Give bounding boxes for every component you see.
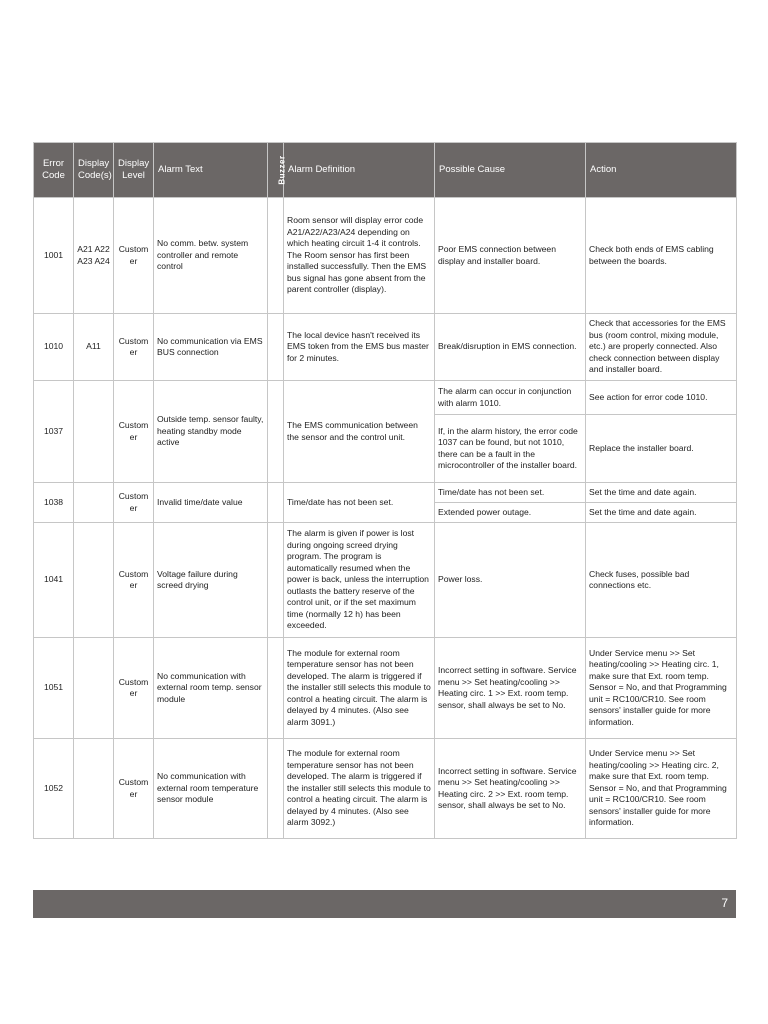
alarm-definition-cell: The local device hasn't received its EMS token from the EMS bus master for 2 minutes. — [284, 314, 435, 381]
table-row — [34, 381, 737, 415]
error-code-table — [33, 142, 737, 839]
action-cell: Check that accessories for the EMS bus (room control, mixing module, etc.) are properly connected. Also check connection between display and installer board. — [586, 314, 737, 381]
possible-cause-cell: Break/disruption in EMS connection. — [435, 314, 586, 381]
action-cell: Set the time and date again. — [586, 503, 737, 523]
action-cell: Set the time and date again. — [586, 483, 737, 503]
alarm-text-cell: No communication with external room temperature sensor module — [154, 739, 268, 839]
display-level-cell: Customer — [114, 523, 154, 638]
table-row — [34, 198, 737, 314]
table-row — [34, 314, 737, 381]
footer-bar — [33, 890, 736, 918]
header-possible-cause: Possible Cause — [435, 143, 586, 198]
error-code-cell: 1052 — [34, 739, 74, 839]
display-level-cell: Customer — [114, 483, 154, 523]
header-alarm-text: Alarm Text — [154, 143, 268, 198]
table-row — [34, 638, 737, 739]
alarm-text-cell: Invalid time/date value — [154, 483, 268, 523]
error-code-cell: 1041 — [34, 523, 74, 638]
display-codes-cell: A11 — [74, 314, 114, 381]
possible-cause-cell: The alarm can occur in conjunction with alarm 1010. — [435, 381, 586, 415]
header-error-code: Error Code — [34, 143, 74, 198]
possible-cause-cell: Power loss. — [435, 523, 586, 638]
display-level-cell: Customer — [114, 198, 154, 314]
buzzer-cell — [268, 638, 284, 739]
alarm-definition-cell: The module for external room temperature sensor has not been developed. The alarm is triggered if the installer still selects this module to control a heating circuit. The alarm is delayed by 4 minutes. (Also see alarm 3092.) — [284, 739, 435, 839]
display-codes-cell — [74, 638, 114, 739]
error-code-cell: 1001 — [34, 198, 74, 314]
possible-cause-cell: Incorrect setting in software. Service menu >> Set heating/cooling >> Heating circ. 2 >> Ext. room temp. sensor, shall always be set to No. — [435, 739, 586, 839]
alarm-text-cell: Outside temp. sensor faulty, heating standby mode active — [154, 381, 268, 483]
alarm-text-cell: Voltage failure during screed drying — [154, 523, 268, 638]
possible-cause-cell: If, in the alarm history, the error code 1037 can be found, but not 1010, there can be a fault in the microcontroller of the installer board. — [435, 415, 586, 483]
error-code-cell: 1037 — [34, 381, 74, 483]
action-cell: See action for error code 1010. — [586, 381, 737, 415]
possible-cause-cell: Time/date has not been set. — [435, 483, 586, 503]
display-codes-cell — [74, 739, 114, 839]
alarm-definition-cell: The EMS communication between the sensor and the control unit. — [284, 381, 435, 483]
action-cell: Check both ends of EMS cabling between the boards. — [586, 198, 737, 314]
error-code-cell: 1010 — [34, 314, 74, 381]
buzzer-cell — [268, 739, 284, 839]
alarm-definition-cell: Room sensor will display error code A21/A22/A23/A24 depending on which heating circuit 1-4 it controls. The Room sensor has first been installed successfully. Then the EMS bus signal has gone absent from the parent controller (display). — [284, 198, 435, 314]
buzzer-cell — [268, 483, 284, 523]
page-number: 7 — [721, 896, 728, 910]
display-codes-cell: A21 A22 A23 A24 — [74, 198, 114, 314]
display-codes-cell — [74, 483, 114, 523]
alarm-text-cell: No comm. betw. system controller and remote control — [154, 198, 268, 314]
display-level-cell: Customer — [114, 381, 154, 483]
display-level-cell: Customer — [114, 314, 154, 381]
possible-cause-cell: Poor EMS connection between display and installer board. — [435, 198, 586, 314]
header-buzzer-label: Buzzer — [277, 155, 287, 185]
display-level-cell: Customer — [114, 638, 154, 739]
display-level-cell: Customer — [114, 739, 154, 839]
table-header-row — [34, 143, 737, 198]
buzzer-cell — [268, 381, 284, 483]
possible-cause-cell: Incorrect setting in software. Service menu >> Set heating/cooling >> Heating circ. 1 >> Ext. room temp. sensor, shall always be set to No. — [435, 638, 586, 739]
header-alarm-definition: Alarm Definition — [284, 143, 435, 198]
alarm-definition-cell: The module for external room temperature sensor has not been developed. The alarm is triggered if the installer still selects this module to control a heating circuit. The alarm is delayed by 4 minutes. (Also see alarm 3091.) — [284, 638, 435, 739]
action-cell: Under Service menu >> Set heating/cooling >> Heating circ. 1, make sure that Ext. room temp. Sensor = No, and that Programming unit = RC100/CR10. See room sensors' installer guide for more information. — [586, 638, 737, 739]
error-code-cell: 1051 — [34, 638, 74, 739]
error-code-cell: 1038 — [34, 483, 74, 523]
table-row — [34, 523, 737, 638]
header-display-codes: Display Code(s) — [74, 143, 114, 198]
alarm-definition-cell: The alarm is given if power is lost during ongoing screed drying program. The program is automatically resumed when the power is back, unless the interruption outlasts the battery reserve of the control unit, or if the set maximum time (normally 12 h) has been exceeded. — [284, 523, 435, 638]
buzzer-cell — [268, 198, 284, 314]
action-cell: Replace the installer board. — [586, 415, 737, 483]
header-display-level: Display Level — [114, 143, 154, 198]
possible-cause-cell: Extended power outage. — [435, 503, 586, 523]
buzzer-cell — [268, 314, 284, 381]
alarm-text-cell: No communication with external room temp. sensor module — [154, 638, 268, 739]
header-buzzer — [268, 143, 287, 198]
action-cell: Under Service menu >> Set heating/cooling >> Heating circ. 2, make sure that Ext. room temp. Sensor = No, and that Programming unit = RC100/CR10. See room sensors' installer guide for more information. — [586, 739, 737, 839]
alarm-definition-cell: Time/date has not been set. — [284, 483, 435, 523]
buzzer-cell — [268, 523, 284, 638]
table-row — [34, 739, 737, 839]
header-action: Action — [586, 143, 737, 198]
action-cell: Check fuses, possible bad connections etc. — [586, 523, 737, 638]
display-codes-cell — [74, 381, 114, 483]
display-codes-cell — [74, 523, 114, 638]
alarm-text-cell: No communication via EMS BUS connection — [154, 314, 268, 381]
table-row — [34, 483, 737, 503]
